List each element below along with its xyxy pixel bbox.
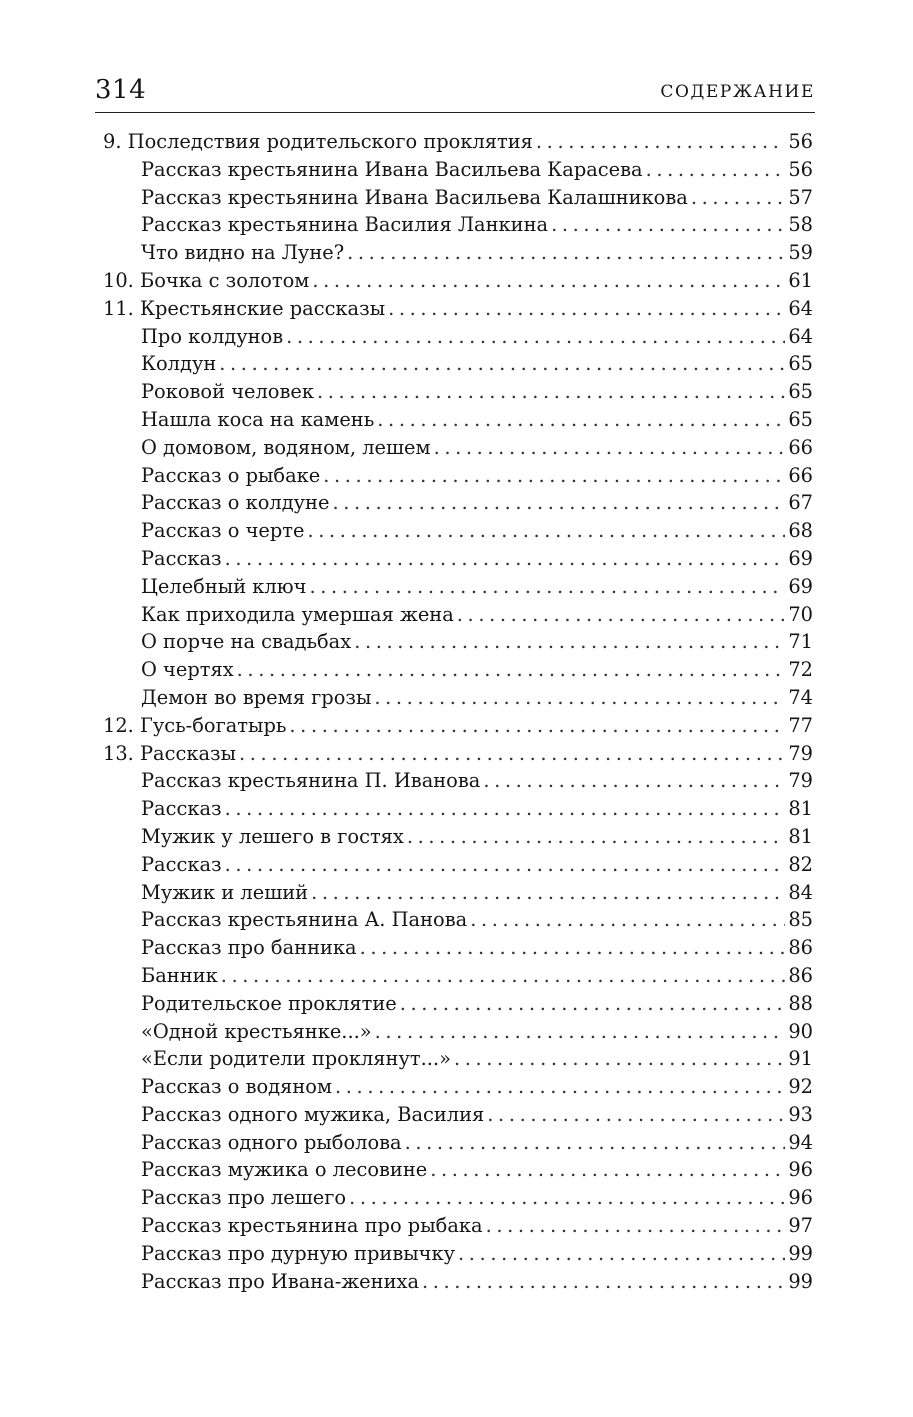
toc-entry-title: Демон во время грозы [141, 685, 372, 709]
dot-leader [312, 267, 785, 295]
toc-entry-title: Рассказ мужика о лесовине [141, 1158, 428, 1182]
toc-entry-title: 12. Гусь-богатырь [103, 713, 287, 737]
toc-entry-title: 13. Рассказы [103, 741, 237, 765]
toc-entry-title: «Одной крестьянке...» [141, 1019, 372, 1043]
toc-item [100, 350, 813, 378]
toc-item [100, 573, 813, 601]
toc-entry-title: О чертях [141, 658, 234, 682]
toc-item [100, 462, 813, 490]
toc-entry-page: 77 [788, 713, 813, 737]
dot-leader [225, 851, 786, 879]
toc-item [100, 1240, 813, 1268]
toc-entry-title: 10. Бочка с золотом [103, 268, 310, 292]
dot-leader [483, 767, 785, 795]
toc-entry-title: 11. Крестьянские рассказы [103, 296, 386, 320]
toc-entry-page: 59 [788, 241, 813, 265]
toc-entry-title: Рассказ про банника [141, 936, 357, 960]
toc-entry-title: Рассказ [141, 852, 222, 876]
toc-entry-title: Рассказ крестьянина Ивана Васильева Карасева [141, 157, 643, 181]
page-number: 314 [95, 75, 147, 105]
dot-leader [405, 1129, 786, 1157]
toc-chapter [100, 712, 813, 740]
toc-chapter [100, 128, 813, 156]
toc-item [100, 601, 813, 629]
toc-item [100, 879, 813, 907]
dot-leader [237, 656, 786, 684]
toc-entry-page: 96 [788, 1158, 813, 1182]
toc-entry-page: 99 [788, 1241, 813, 1265]
toc-item [100, 906, 813, 934]
dot-leader [289, 712, 785, 740]
toc-entry-title: Что видно на Луне? [141, 241, 345, 265]
toc-item [100, 184, 813, 212]
toc-entry-page: 57 [788, 185, 813, 209]
toc-entry-page: 79 [788, 741, 813, 765]
toc-chapter [100, 740, 813, 768]
toc-entry-title: Рассказ о колдуне [141, 491, 330, 515]
toc-entry-page: 84 [788, 880, 813, 904]
dot-leader [323, 462, 785, 490]
toc-item [100, 1156, 813, 1184]
dot-leader [430, 1156, 785, 1184]
toc-item [100, 990, 813, 1018]
toc-item [100, 1018, 813, 1046]
toc-entry-page: 65 [788, 380, 813, 404]
table-of-contents [100, 128, 813, 1295]
toc-entry-title: Рассказ одного мужика, Василия [141, 1102, 485, 1126]
toc-entry-title: 9. Последствия родительского проклятия [103, 130, 533, 153]
toc-chapter [100, 295, 813, 323]
toc-entry-page: 85 [788, 908, 813, 932]
toc-entry-title: Рассказ одного рыболова [141, 1130, 402, 1154]
toc-entry-title: «Если родители проклянут...» [141, 1047, 451, 1071]
toc-entry-page: 67 [788, 491, 813, 515]
toc-item [100, 1129, 813, 1157]
dot-leader [225, 545, 786, 573]
toc-item [100, 767, 813, 795]
dot-leader [317, 378, 785, 406]
dot-leader [458, 1240, 785, 1268]
toc-entry-page: 99 [788, 1269, 813, 1293]
toc-entry-page: 81 [788, 824, 813, 848]
toc-item [100, 1101, 813, 1129]
dot-leader [400, 990, 786, 1018]
toc-item [100, 823, 813, 851]
toc-entry-title: Мужик у лешего в гостях [141, 824, 404, 848]
toc-item [100, 239, 813, 267]
toc-item [100, 211, 813, 239]
toc-entry-title: Рассказ [141, 797, 222, 821]
dot-leader [347, 239, 785, 267]
toc-item [100, 1184, 813, 1212]
toc-item [100, 962, 813, 990]
dot-leader [225, 795, 786, 823]
dot-leader [388, 295, 785, 323]
running-title: СОДЕРЖАНИЕ [660, 82, 815, 102]
toc-item [100, 795, 813, 823]
toc-entry-page: 65 [788, 352, 813, 376]
toc-item [100, 851, 813, 879]
toc-entry-page: 81 [788, 797, 813, 821]
toc-entry-page: 92 [788, 1075, 813, 1099]
dot-leader [374, 684, 785, 712]
toc-entry-page: 82 [788, 852, 813, 876]
toc-entry-title: Рассказ про лешего [141, 1186, 347, 1210]
toc-item [100, 1268, 813, 1296]
dot-leader [551, 211, 785, 239]
toc-item [100, 517, 813, 545]
dot-leader [487, 1101, 785, 1129]
dot-leader [457, 601, 786, 629]
dot-leader [308, 517, 786, 545]
toc-item [100, 1212, 813, 1240]
toc-entry-title: Мужик и леший [141, 880, 309, 904]
page-header [95, 72, 815, 113]
toc-item [100, 406, 813, 434]
toc-entry-page: 61 [788, 268, 813, 292]
toc-entry-page: 64 [788, 296, 813, 320]
toc-entry-page: 58 [788, 213, 813, 237]
toc-entry-page: 91 [788, 1047, 813, 1071]
toc-item [100, 1045, 813, 1073]
toc-entry-title: Целебный ключ [141, 574, 307, 598]
toc-item [100, 489, 813, 517]
dot-leader [332, 489, 785, 517]
toc-entry-page: 56 [788, 157, 813, 181]
dot-leader [375, 1018, 786, 1046]
toc-entry-page: 66 [788, 435, 813, 459]
toc-entry-page: 96 [788, 1186, 813, 1210]
toc-entry-page: 56 [788, 130, 813, 153]
dot-leader [309, 573, 785, 601]
toc-entry-title: Родительское проклятие [141, 991, 397, 1015]
toc-item [100, 684, 813, 712]
toc-entry-page: 66 [788, 463, 813, 487]
toc-entry-page: 70 [788, 602, 813, 626]
toc-entry-page: 93 [788, 1102, 813, 1126]
toc-item [100, 156, 813, 184]
dot-leader [221, 962, 786, 990]
toc-entry-title: Рассказ о черте [141, 519, 305, 543]
toc-item [100, 323, 813, 351]
toc-entry-title: Банник [141, 963, 218, 987]
toc-item [100, 378, 813, 406]
toc-entry-title: Рассказ про Ивана-жениха [141, 1269, 420, 1293]
toc-entry-page: 90 [788, 1019, 813, 1043]
toc-entry-page: 68 [788, 519, 813, 543]
dot-leader [486, 1212, 786, 1240]
dot-leader [335, 1073, 785, 1101]
toc-entry-title: О домовом, водяном, лешем [141, 435, 431, 459]
toc-item [100, 434, 813, 462]
toc-item [100, 628, 813, 656]
toc-item [100, 934, 813, 962]
toc-entry-page: 65 [788, 407, 813, 431]
toc-entry-page: 86 [788, 936, 813, 960]
toc-entry-title: Как приходила умершая жена [141, 602, 454, 626]
toc-entry-page: 86 [788, 963, 813, 987]
dot-leader [536, 128, 785, 156]
toc-entry-page: 88 [788, 991, 813, 1015]
toc-entry-title: Про колдунов [141, 324, 284, 348]
dot-leader [407, 823, 785, 851]
toc-entry-page: 71 [788, 630, 813, 654]
toc-entry-title: Рассказ крестьянина Ивана Васильева Калашникова [141, 185, 688, 209]
toc-entry-page: 69 [788, 546, 813, 570]
dot-leader [311, 879, 785, 907]
toc-entry-page: 94 [788, 1130, 813, 1154]
dot-leader [454, 1045, 785, 1073]
toc-entry-title: Рассказ крестьянина про рыбака [141, 1214, 483, 1238]
toc-entry-page: 69 [788, 574, 813, 598]
toc-entry-page: 97 [788, 1214, 813, 1238]
toc-entry-title: Нашла коса на камень [141, 407, 375, 431]
toc-entry-title: Колдун [141, 352, 217, 376]
dot-leader [360, 934, 786, 962]
dot-leader [691, 184, 785, 212]
dot-leader [434, 434, 786, 462]
dot-leader [422, 1268, 785, 1296]
toc-chapter [100, 267, 813, 295]
dot-leader [349, 1184, 785, 1212]
toc-entry-title: О порче на свадьбах [141, 630, 352, 654]
toc-entry-page: 64 [788, 324, 813, 348]
toc-entry-page: 79 [788, 769, 813, 793]
dot-leader [354, 628, 785, 656]
toc-entry-title: Роковой человек [141, 380, 314, 404]
toc-item [100, 1073, 813, 1101]
toc-entry-title: Рассказ крестьянина Василия Ланкина [141, 213, 549, 237]
toc-item [100, 545, 813, 573]
dot-leader [377, 406, 785, 434]
toc-entry-title: Рассказ [141, 546, 222, 570]
toc-entry-title: Рассказ крестьянина А. Панова [141, 908, 468, 932]
dot-leader [239, 740, 785, 768]
dot-leader [219, 350, 785, 378]
dot-leader [470, 906, 785, 934]
toc-entry-page: 74 [788, 685, 813, 709]
toc-entry-page: 72 [788, 658, 813, 682]
toc-entry-title: Рассказ о рыбаке [141, 463, 321, 487]
dot-leader [286, 323, 785, 351]
toc-entry-title: Рассказ крестьянина П. Иванова [141, 769, 481, 793]
toc-entry-title: Рассказ о водяном [141, 1075, 333, 1099]
dot-leader [646, 156, 786, 184]
toc-item [100, 656, 813, 684]
toc-entry-title: Рассказ про дурную привычку [141, 1241, 456, 1265]
